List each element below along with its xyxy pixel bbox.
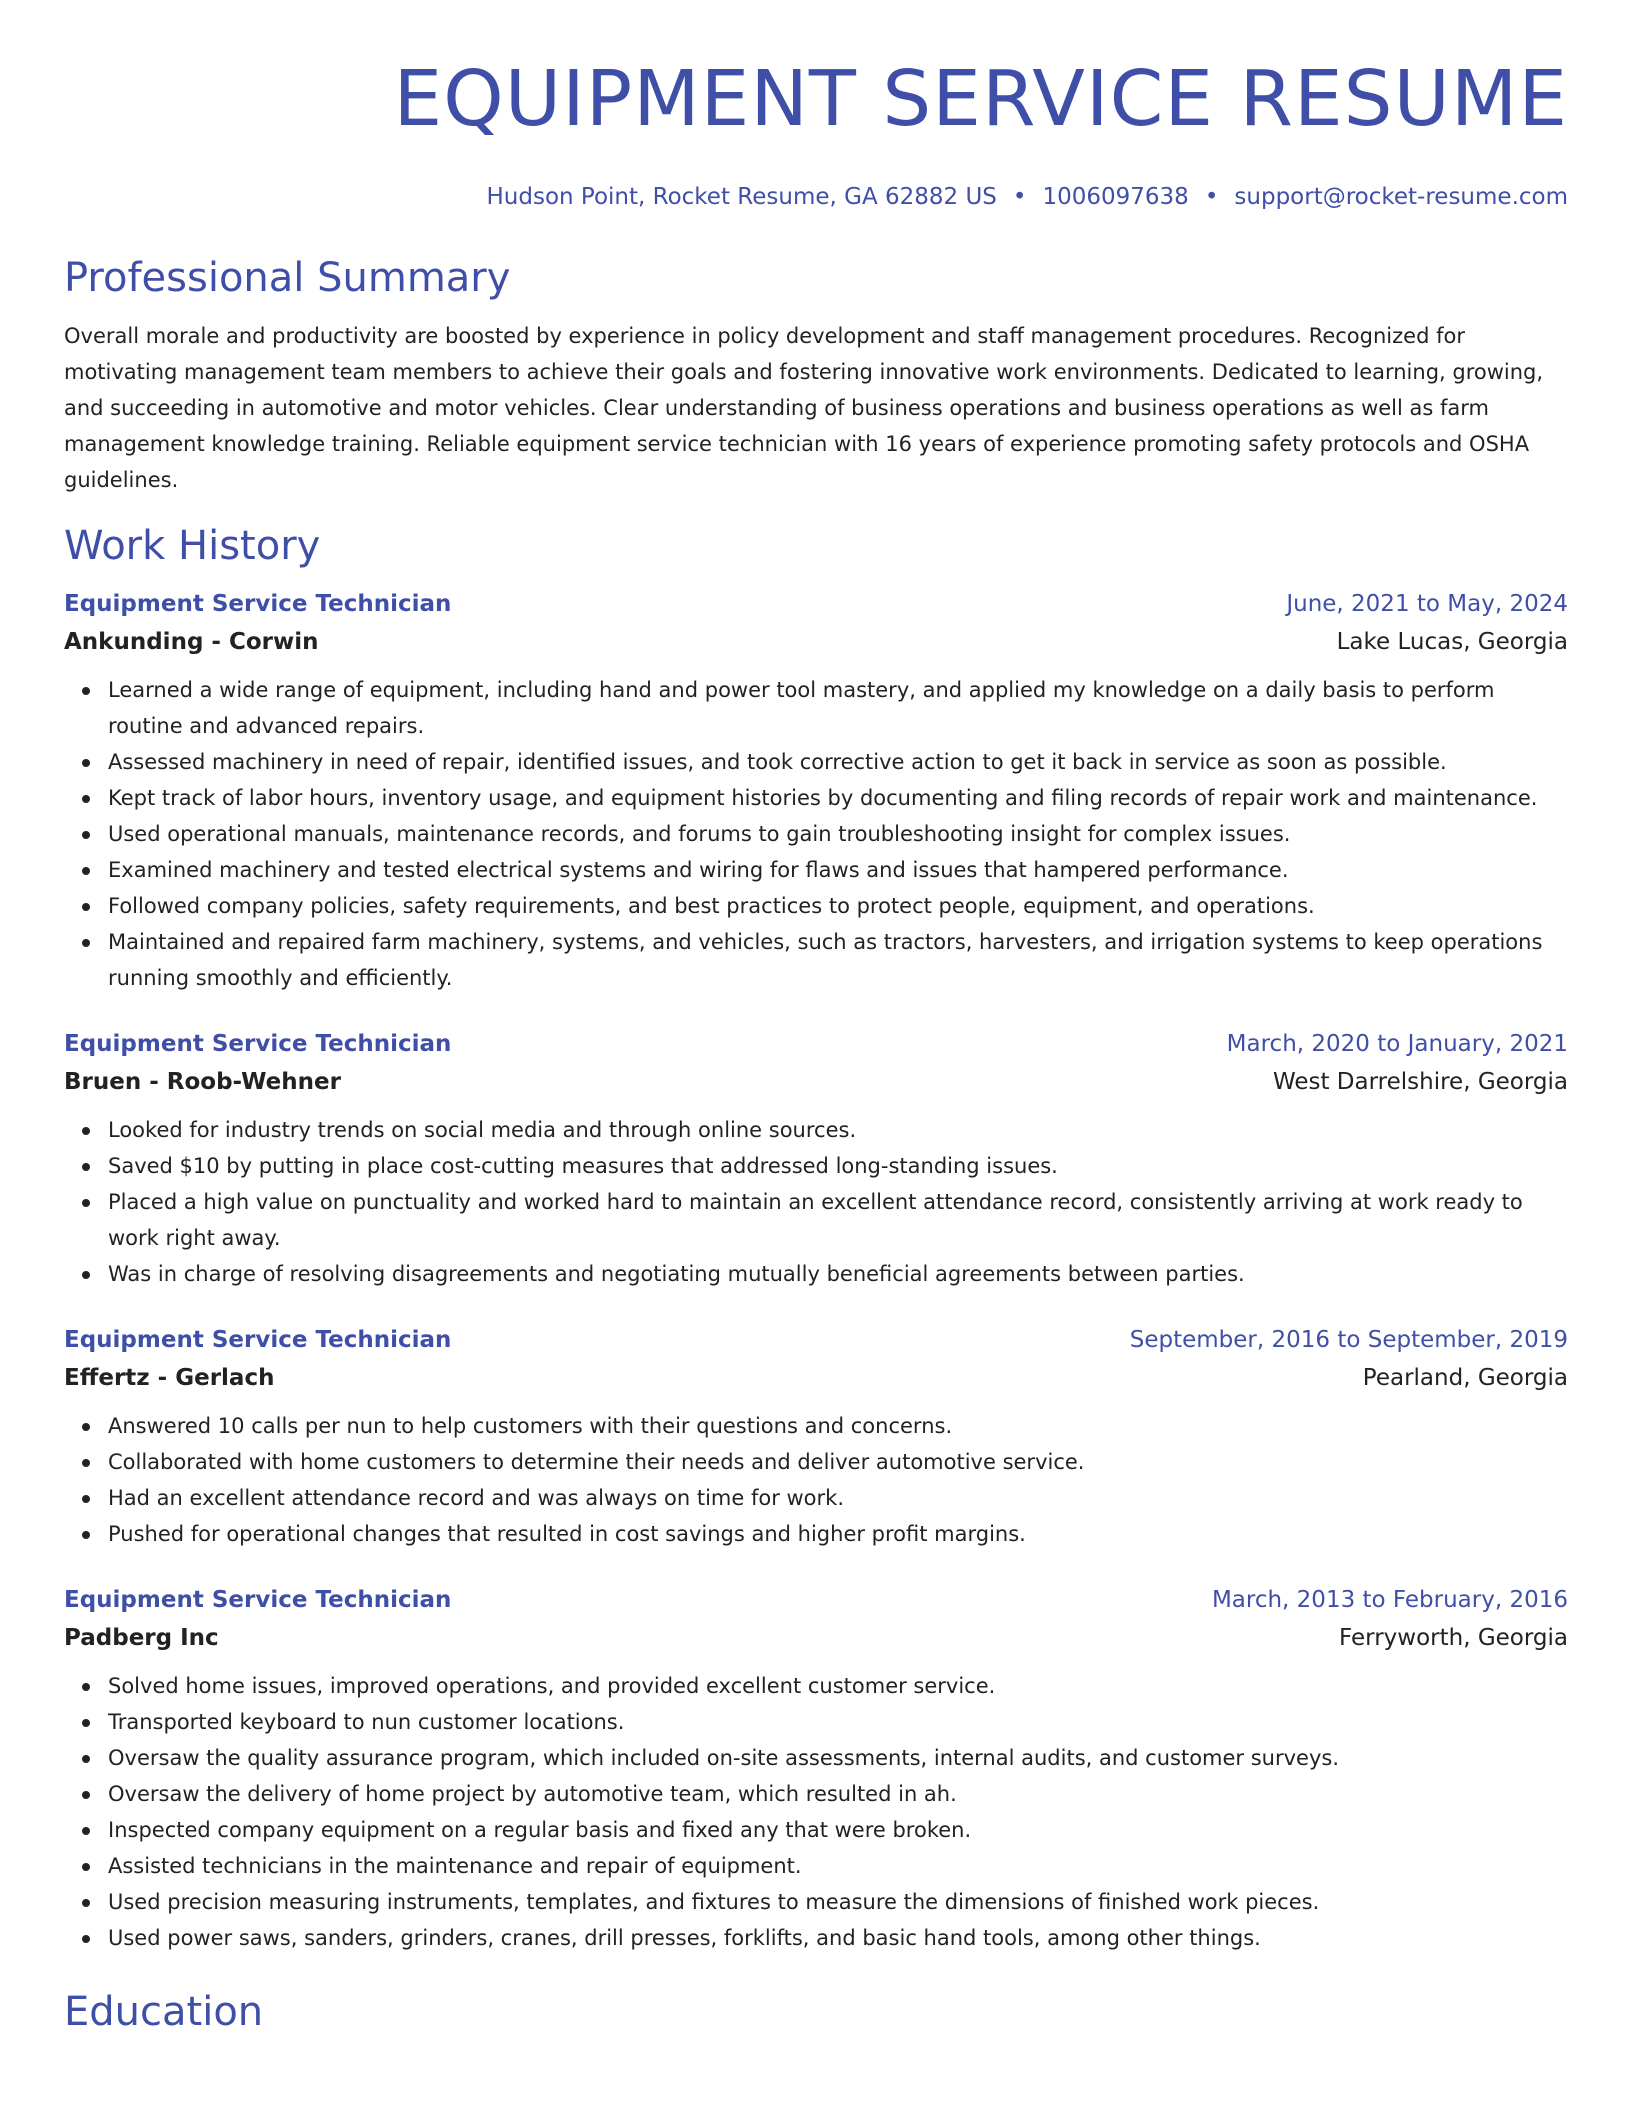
contact-email[interactable]: support@rocket-resume.com — [1234, 184, 1568, 210]
job-bullet: Answered 10 calls per nun to help customers with their questions and concerns. — [108, 1408, 1568, 1444]
job-title: Equipment Service Technician — [64, 591, 452, 617]
job-bullet: Looked for industry trends on social media and through online sources. — [108, 1112, 1568, 1148]
job-bullet: Transported keyboard to nun customer locations. — [108, 1704, 1568, 1740]
job-location: Lake Lucas, Georgia — [1336, 629, 1568, 655]
section-heading: Professional Summary — [64, 255, 511, 301]
job-bullet: Used operational manuals, maintenance records, and forums to gain troubleshooting insight for complex issues. — [108, 816, 1568, 852]
job-bullet: Kept track of labor hours, inventory usage, and equipment histories by documenting and filing records of repair work and maintenance. — [108, 780, 1568, 816]
job-bullet: Had an excellent attendance record and was always on time for work. — [108, 1480, 1568, 1516]
job-bullet: Inspected company equipment on a regular basis and fixed any that were broken. — [108, 1812, 1568, 1848]
job-bullet: Followed company policies, safety requirements, and best practices to protect people, equipment, and operations. — [108, 888, 1568, 924]
work-history-section — [64, 520, 1568, 1956]
job-company-row — [64, 1618, 1568, 1658]
job-bullet: Oversaw the delivery of home project by automotive team, which resulted in ah. — [108, 1776, 1568, 1812]
job-dates: September, 2016 to September, 2019 — [1129, 1327, 1568, 1353]
job-title: Equipment Service Technician — [64, 1031, 452, 1057]
summary-text: Overall morale and productivity are boosted by experience in policy development and staff management procedures. Recognized for motivating management team members to achieve their goals and fostering innovative work environments. Dedicated to learning, growing, and succeeding in automotive and motor vehicles. Clear understanding of business operations and business operations as well as farm management knowledge training. Reliable equipment service technician with 16 years of experience promoting safety protocols and OSHA guidelines. — [64, 324, 1544, 492]
job-company-row — [64, 1358, 1568, 1398]
job-bullet: Used precision measuring instruments, templates, and fixtures to measure the dimensions of finished work pieces. — [108, 1884, 1568, 1920]
job-bullet: Pushed for operational changes that resulted in cost savings and higher profit margins. — [108, 1516, 1568, 1552]
job-dates: March, 2020 to January, 2021 — [1226, 1031, 1568, 1057]
job-entry — [64, 1026, 1568, 1292]
job-bullet: Assisted technicians in the maintenance and repair of equipment. — [108, 1848, 1568, 1884]
resume-header — [64, 52, 1568, 212]
contact-phone: 1006097638 — [1042, 184, 1189, 210]
job-company: Effertz - Gerlach — [64, 1365, 275, 1391]
section-heading: Education — [64, 1989, 264, 2035]
job-company: Bruen - Roob-Wehner — [64, 1069, 341, 1095]
section-heading: Work History — [64, 523, 321, 569]
job-bullet: Used power saws, sanders, grinders, cranes, drill presses, forklifts, and basic hand tools, among other things. — [108, 1920, 1568, 1956]
job-entry — [64, 586, 1568, 996]
job-company-row — [64, 622, 1568, 662]
job-bullet-list — [64, 1112, 1568, 1292]
job-bullet: Placed a high value on punctuality and worked hard to maintain an excellent attendance record, consistently arriving at work ready to work right away. — [108, 1184, 1568, 1256]
job-bullet-list — [64, 1408, 1568, 1552]
contact-separator: • — [1204, 184, 1219, 210]
job-title-row — [64, 586, 1568, 622]
job-title-row — [64, 1582, 1568, 1618]
job-title-row — [64, 1026, 1568, 1062]
job-dates: June, 2021 to May, 2024 — [1286, 591, 1568, 617]
job-bullet: Oversaw the quality assurance program, which included on-site assessments, internal audits, and customer surveys. — [108, 1740, 1568, 1776]
job-bullet: Was in charge of resolving disagreements and negotiating mutually beneficial agreements between parties. — [108, 1256, 1568, 1292]
education-section — [64, 1986, 1568, 2038]
contact-separator: • — [1012, 184, 1027, 210]
job-bullet: Saved $10 by putting in place cost-cutting measures that addressed long-standing issues. — [108, 1148, 1568, 1184]
job-entry — [64, 1322, 1568, 1552]
job-location: West Darrelshire, Georgia — [1272, 1069, 1568, 1095]
resume-title: EQUIPMENT SERVICE RESUME — [393, 55, 1568, 144]
job-dates: March, 2013 to February, 2016 — [1211, 1587, 1568, 1613]
job-title-row — [64, 1322, 1568, 1358]
job-entry — [64, 1582, 1568, 1956]
job-bullet-list — [64, 1668, 1568, 1956]
job-bullet: Learned a wide range of equipment, including hand and power tool mastery, and applied my knowledge on a daily basis to perform routine and advanced repairs. — [108, 672, 1568, 744]
job-bullet-list — [64, 672, 1568, 996]
job-location: Ferryworth, Georgia — [1339, 1625, 1568, 1651]
job-company: Ankunding - Corwin — [64, 629, 319, 655]
job-bullet: Collaborated with home customers to determine their needs and deliver automotive service. — [108, 1444, 1568, 1480]
contact-line — [64, 182, 1568, 212]
job-title: Equipment Service Technician — [64, 1327, 452, 1353]
job-bullet: Examined machinery and tested electrical systems and wiring for flaws and issues that hampered performance. — [108, 852, 1568, 888]
professional-summary-section — [64, 252, 1568, 498]
job-title: Equipment Service Technician — [64, 1587, 452, 1613]
job-location: Pearland, Georgia — [1362, 1365, 1568, 1391]
job-bullet: Solved home issues, improved operations, and provided excellent customer service. — [108, 1668, 1568, 1704]
job-company: Padberg Inc — [64, 1625, 219, 1651]
job-bullet: Assessed machinery in need of repair, identified issues, and took corrective action to get it back in service as soon as possible. — [108, 744, 1568, 780]
job-bullet: Maintained and repaired farm machinery, systems, and vehicles, such as tractors, harvesters, and irrigation systems to keep operations running smoothly and efficiently. — [108, 924, 1568, 996]
job-company-row — [64, 1062, 1568, 1102]
contact-address: Hudson Point, Rocket Resume, GA 62882 US — [486, 184, 997, 210]
